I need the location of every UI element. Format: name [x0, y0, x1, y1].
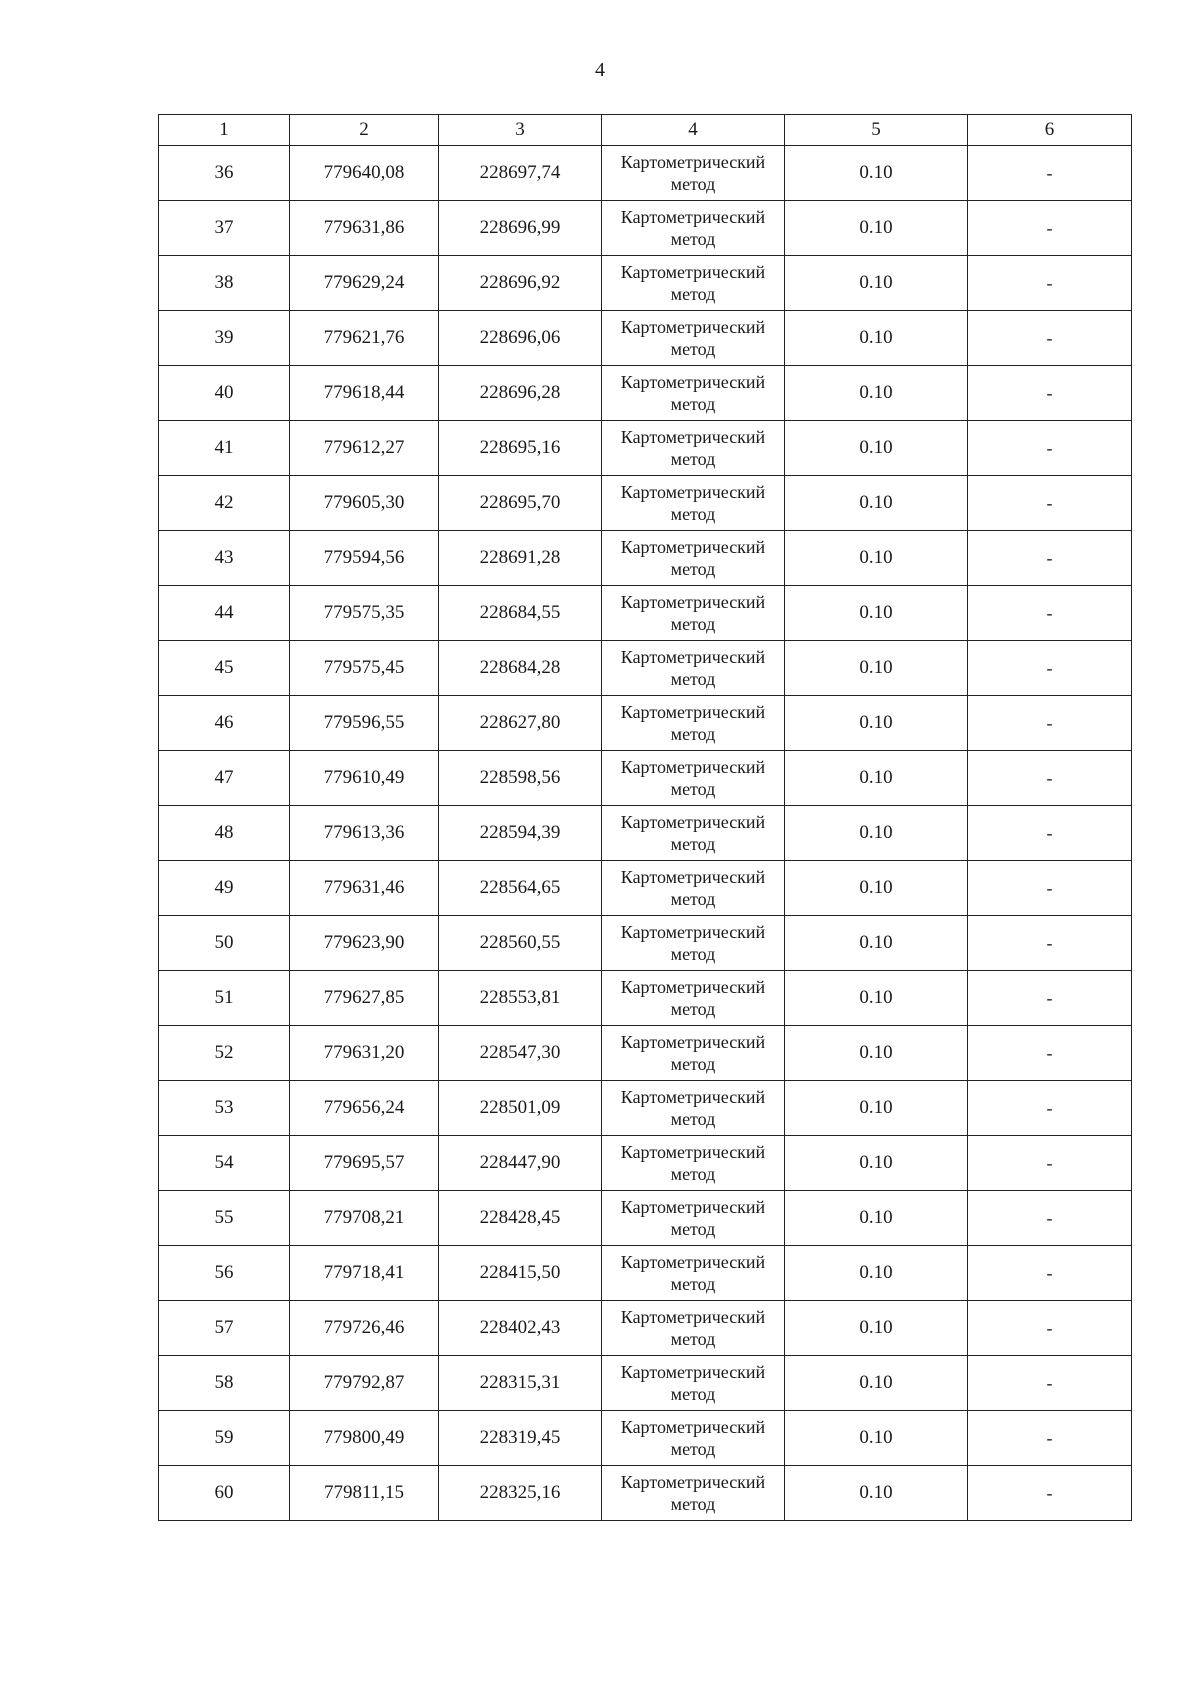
accuracy-cell: 0.10: [785, 201, 968, 256]
method-cell: Картометрический метод: [602, 1136, 785, 1191]
x-coordinate-cell: 779575,35: [290, 586, 439, 641]
table-row: [159, 586, 1132, 641]
accuracy-cell: 0.10: [785, 861, 968, 916]
accuracy-cell: 0.10: [785, 1026, 968, 1081]
point-number-cell: 43: [159, 531, 290, 586]
y-coordinate-cell: 228315,31: [439, 1356, 602, 1411]
x-coordinate-cell: 779575,45: [290, 641, 439, 696]
point-number-cell: 47: [159, 751, 290, 806]
point-number-cell: 42: [159, 476, 290, 531]
accuracy-cell: 0.10: [785, 641, 968, 696]
table-row: [159, 861, 1132, 916]
accuracy-cell: 0.10: [785, 366, 968, 421]
point-number-cell: 57: [159, 1301, 290, 1356]
x-coordinate-cell: 779623,90: [290, 916, 439, 971]
x-coordinate-cell: 779605,30: [290, 476, 439, 531]
accuracy-cell: 0.10: [785, 1466, 968, 1521]
y-coordinate-cell: 228501,09: [439, 1081, 602, 1136]
note-cell: -: [968, 1356, 1132, 1411]
column-header: 5: [785, 115, 968, 146]
method-cell: Картометрический метод: [602, 861, 785, 916]
point-number-cell: 48: [159, 806, 290, 861]
x-coordinate-cell: 779800,49: [290, 1411, 439, 1466]
y-coordinate-cell: 228696,92: [439, 256, 602, 311]
x-coordinate-cell: 779811,15: [290, 1466, 439, 1521]
y-coordinate-cell: 228319,45: [439, 1411, 602, 1466]
point-number-cell: 49: [159, 861, 290, 916]
x-coordinate-cell: 779631,46: [290, 861, 439, 916]
note-cell: -: [968, 1026, 1132, 1081]
x-coordinate-cell: 779627,85: [290, 971, 439, 1026]
accuracy-cell: 0.10: [785, 311, 968, 366]
x-coordinate-cell: 779629,24: [290, 256, 439, 311]
y-coordinate-cell: 228402,43: [439, 1301, 602, 1356]
table-row: [159, 1411, 1132, 1466]
column-header: 3: [439, 115, 602, 146]
accuracy-cell: 0.10: [785, 1136, 968, 1191]
y-coordinate-cell: 228696,06: [439, 311, 602, 366]
point-number-cell: 40: [159, 366, 290, 421]
point-number-cell: 52: [159, 1026, 290, 1081]
point-number-cell: 39: [159, 311, 290, 366]
x-coordinate-cell: 779613,36: [290, 806, 439, 861]
x-coordinate-cell: 779708,21: [290, 1191, 439, 1246]
table-row: [159, 256, 1132, 311]
method-cell: Картометрический метод: [602, 256, 785, 311]
method-cell: Картометрический метод: [602, 1301, 785, 1356]
note-cell: -: [968, 1246, 1132, 1301]
note-cell: -: [968, 1301, 1132, 1356]
table-row: [159, 421, 1132, 476]
accuracy-cell: 0.10: [785, 421, 968, 476]
table-row: [159, 531, 1132, 586]
point-number-cell: 45: [159, 641, 290, 696]
table-row: [159, 476, 1132, 531]
column-header: 4: [602, 115, 785, 146]
x-coordinate-cell: 779631,20: [290, 1026, 439, 1081]
method-cell: Картометрический метод: [602, 1411, 785, 1466]
y-coordinate-cell: 228695,70: [439, 476, 602, 531]
note-cell: -: [968, 421, 1132, 476]
table-body: [159, 146, 1132, 1521]
point-number-cell: 36: [159, 146, 290, 201]
point-number-cell: 59: [159, 1411, 290, 1466]
table-row: [159, 971, 1132, 1026]
x-coordinate-cell: 779610,49: [290, 751, 439, 806]
y-coordinate-cell: 228598,56: [439, 751, 602, 806]
table-row: [159, 641, 1132, 696]
note-cell: -: [968, 366, 1132, 421]
point-number-cell: 54: [159, 1136, 290, 1191]
note-cell: -: [968, 641, 1132, 696]
point-number-cell: 56: [159, 1246, 290, 1301]
point-number-cell: 41: [159, 421, 290, 476]
column-header: 1: [159, 115, 290, 146]
method-cell: Картометрический метод: [602, 1356, 785, 1411]
point-number-cell: 50: [159, 916, 290, 971]
note-cell: -: [968, 1411, 1132, 1466]
table-row: [159, 1191, 1132, 1246]
x-coordinate-cell: 779640,08: [290, 146, 439, 201]
table-row: [159, 1136, 1132, 1191]
y-coordinate-cell: 228696,99: [439, 201, 602, 256]
table-row: [159, 146, 1132, 201]
table-row: [159, 696, 1132, 751]
accuracy-cell: 0.10: [785, 1191, 968, 1246]
method-cell: Картометрический метод: [602, 971, 785, 1026]
accuracy-cell: 0.10: [785, 806, 968, 861]
method-cell: Картометрический метод: [602, 916, 785, 971]
note-cell: -: [968, 696, 1132, 751]
x-coordinate-cell: 779594,56: [290, 531, 439, 586]
table-row: [159, 1356, 1132, 1411]
method-cell: Картометрический метод: [602, 1246, 785, 1301]
method-cell: Картометрический метод: [602, 586, 785, 641]
page-number: 4: [595, 59, 605, 81]
table-row: [159, 311, 1132, 366]
y-coordinate-cell: 228447,90: [439, 1136, 602, 1191]
method-cell: Картометрический метод: [602, 476, 785, 531]
method-cell: Картометрический метод: [602, 751, 785, 806]
y-coordinate-cell: 228691,28: [439, 531, 602, 586]
point-number-cell: 60: [159, 1466, 290, 1521]
y-coordinate-cell: 228627,80: [439, 696, 602, 751]
x-coordinate-cell: 779726,46: [290, 1301, 439, 1356]
point-number-cell: 51: [159, 971, 290, 1026]
table-header-row: [159, 115, 1132, 146]
y-coordinate-cell: 228325,16: [439, 1466, 602, 1521]
method-cell: Картометрический метод: [602, 421, 785, 476]
method-cell: Картометрический метод: [602, 1026, 785, 1081]
method-cell: Картометрический метод: [602, 696, 785, 751]
accuracy-cell: 0.10: [785, 1301, 968, 1356]
y-coordinate-cell: 228594,39: [439, 806, 602, 861]
x-coordinate-cell: 779792,87: [290, 1356, 439, 1411]
method-cell: Картометрический метод: [602, 311, 785, 366]
x-coordinate-cell: 779656,24: [290, 1081, 439, 1136]
note-cell: -: [968, 1466, 1132, 1521]
method-cell: Картометрический метод: [602, 806, 785, 861]
note-cell: -: [968, 531, 1132, 586]
table-row: [159, 366, 1132, 421]
note-cell: -: [968, 256, 1132, 311]
note-cell: -: [968, 311, 1132, 366]
x-coordinate-cell: 779631,86: [290, 201, 439, 256]
note-cell: -: [968, 1191, 1132, 1246]
accuracy-cell: 0.10: [785, 751, 968, 806]
method-cell: Картометрический метод: [602, 1191, 785, 1246]
y-coordinate-cell: 228547,30: [439, 1026, 602, 1081]
point-number-cell: 58: [159, 1356, 290, 1411]
accuracy-cell: 0.10: [785, 1246, 968, 1301]
x-coordinate-cell: 779718,41: [290, 1246, 439, 1301]
accuracy-cell: 0.10: [785, 1081, 968, 1136]
accuracy-cell: 0.10: [785, 476, 968, 531]
point-number-cell: 44: [159, 586, 290, 641]
y-coordinate-cell: 228684,55: [439, 586, 602, 641]
note-cell: -: [968, 971, 1132, 1026]
column-header: 6: [968, 115, 1132, 146]
x-coordinate-cell: 779596,55: [290, 696, 439, 751]
coordinates-table: [158, 114, 1132, 1521]
y-coordinate-cell: 228696,28: [439, 366, 602, 421]
y-coordinate-cell: 228428,45: [439, 1191, 602, 1246]
y-coordinate-cell: 228697,74: [439, 146, 602, 201]
method-cell: Картометрический метод: [602, 146, 785, 201]
accuracy-cell: 0.10: [785, 1411, 968, 1466]
y-coordinate-cell: 228560,55: [439, 916, 602, 971]
x-coordinate-cell: 779618,44: [290, 366, 439, 421]
x-coordinate-cell: 779621,76: [290, 311, 439, 366]
column-header: 2: [290, 115, 439, 146]
x-coordinate-cell: 779695,57: [290, 1136, 439, 1191]
accuracy-cell: 0.10: [785, 971, 968, 1026]
table-row: [159, 751, 1132, 806]
table-row: [159, 806, 1132, 861]
note-cell: -: [968, 806, 1132, 861]
method-cell: Картометрический метод: [602, 201, 785, 256]
y-coordinate-cell: 228553,81: [439, 971, 602, 1026]
table-row: [159, 916, 1132, 971]
accuracy-cell: 0.10: [785, 916, 968, 971]
point-number-cell: 55: [159, 1191, 290, 1246]
method-cell: Картометрический метод: [602, 641, 785, 696]
note-cell: -: [968, 751, 1132, 806]
point-number-cell: 37: [159, 201, 290, 256]
method-cell: Картометрический метод: [602, 531, 785, 586]
point-number-cell: 38: [159, 256, 290, 311]
note-cell: -: [968, 146, 1132, 201]
note-cell: -: [968, 586, 1132, 641]
note-cell: -: [968, 201, 1132, 256]
y-coordinate-cell: 228695,16: [439, 421, 602, 476]
point-number-cell: 53: [159, 1081, 290, 1136]
y-coordinate-cell: 228415,50: [439, 1246, 602, 1301]
accuracy-cell: 0.10: [785, 146, 968, 201]
note-cell: -: [968, 861, 1132, 916]
method-cell: Картометрический метод: [602, 366, 785, 421]
table-row: [159, 1246, 1132, 1301]
method-cell: Картометрический метод: [602, 1081, 785, 1136]
method-cell: Картометрический метод: [602, 1466, 785, 1521]
accuracy-cell: 0.10: [785, 256, 968, 311]
table-row: [159, 1026, 1132, 1081]
table-row: [159, 1301, 1132, 1356]
y-coordinate-cell: 228564,65: [439, 861, 602, 916]
point-number-cell: 46: [159, 696, 290, 751]
note-cell: -: [968, 1081, 1132, 1136]
accuracy-cell: 0.10: [785, 696, 968, 751]
table-row: [159, 1081, 1132, 1136]
note-cell: -: [968, 476, 1132, 531]
table-row: [159, 201, 1132, 256]
accuracy-cell: 0.10: [785, 1356, 968, 1411]
accuracy-cell: 0.10: [785, 531, 968, 586]
x-coordinate-cell: 779612,27: [290, 421, 439, 476]
note-cell: -: [968, 916, 1132, 971]
table-row: [159, 1466, 1132, 1521]
note-cell: -: [968, 1136, 1132, 1191]
y-coordinate-cell: 228684,28: [439, 641, 602, 696]
accuracy-cell: 0.10: [785, 586, 968, 641]
